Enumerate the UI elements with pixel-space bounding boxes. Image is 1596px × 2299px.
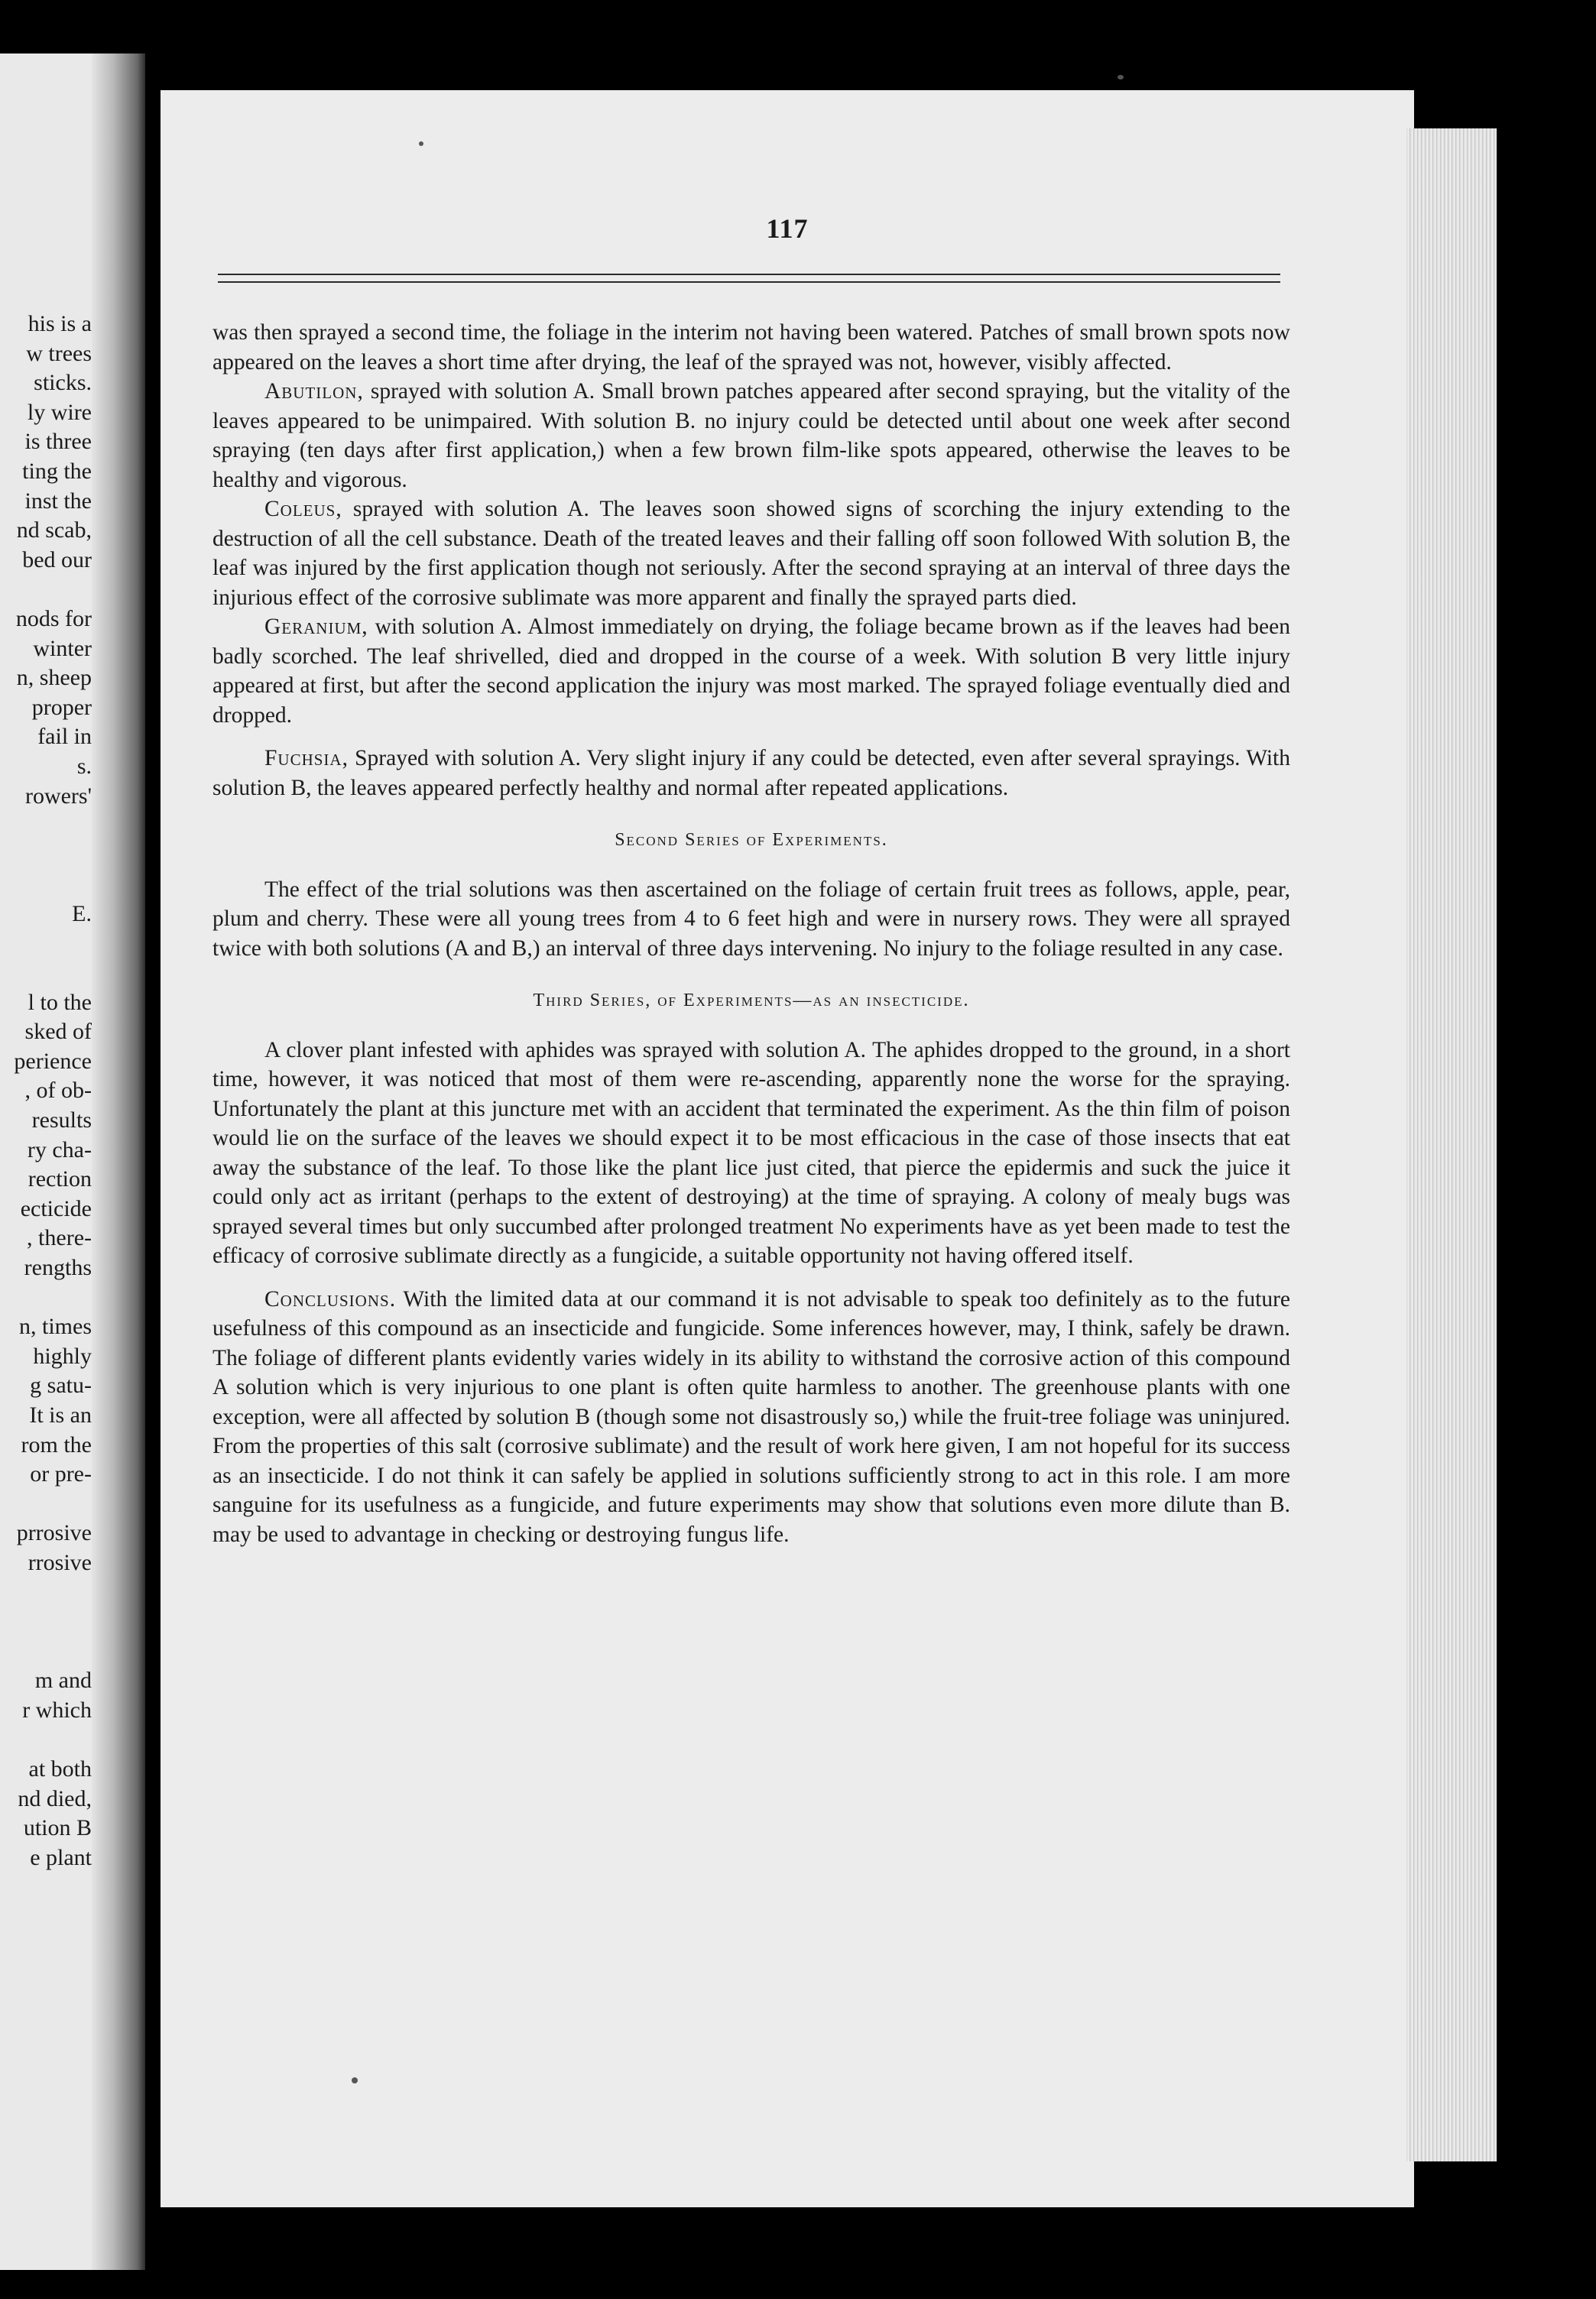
left-page-fragment: , there- — [27, 1225, 92, 1251]
paragraph-continuation: was then sprayed a second time, the foliage in the interim not having been watered. Patches of small brown spots now appeared on the leaves a short time after drying, the leaf of the sprayed was not, however, visibly affected. — [212, 320, 1290, 375]
left-page-fragment: s. — [76, 753, 92, 779]
left-page-fragment: his is a — [28, 311, 92, 336]
left-page-fragment: m and — [34, 1668, 92, 1694]
left-page-fragment — [14, 870, 92, 900]
left-page-fragment: rengths — [24, 1255, 92, 1280]
paragraph-third-series: A clover plant infested with aphides was sprayed with solution A. The aphides dropped to the ground, in a short time, however, it was noticed that most of them were re-ascending, apparently none the worse for the spraying. Unfortunately the plant at this juncture met with an accident that terminated the experiment. As the thin film of poison would lie on the surface of the leaves we should expect it to be most efficacious in the case of those insects that eat away the substance of the leaf. To those like the plant lice just cited, that pierce the epidermis and suck the juice it could only act as irritant (perhaps to the extent of destroying) at the time of spraying. A colony of mealy bugs was sprayed several times but only succumbed after prolonged treatment No experiments have as yet been made to test the efficacy of corrosive sublimate directly as a fungicide, a suitable opportunity not having offered itself. — [212, 1037, 1290, 1268]
left-page-fragment: sticks. — [34, 370, 92, 396]
left-page-fragment: It is an — [29, 1402, 92, 1428]
right-page — [161, 90, 1414, 2207]
left-page-fragment: e plant — [30, 1844, 92, 1870]
book-gutter — [92, 54, 145, 2270]
left-page-fragment: ting the — [22, 458, 92, 484]
print-speck — [1118, 75, 1124, 79]
left-page-fragment: fail in — [37, 724, 92, 750]
left-page-fragment: or pre- — [30, 1461, 92, 1487]
heading-second-series: Second Series of Experiments. — [615, 830, 888, 850]
page-number: 117 — [766, 213, 809, 244]
left-page-fragment: rrosive — [28, 1549, 92, 1575]
left-page-fragment — [14, 575, 92, 605]
left-page-fragment: bed our — [22, 546, 92, 572]
left-page-fragment: nods for — [15, 605, 92, 631]
header-rule-top — [218, 274, 1280, 275]
left-page-fragment: prrosive — [16, 1520, 92, 1546]
left-page-fragment: winter — [33, 635, 92, 661]
left-page-fragment: highly — [33, 1343, 92, 1369]
paragraph-fuchsia: Fuchsia, Sprayed with solution A. Very slight injury if any could be detected, even after several sprayings. With solution B, the leaves appeared perfectly healthy and normal after repeated applications. — [212, 746, 1290, 800]
paragraph-abutilon: Abutilon, sprayed with solution A. Small brown patches appeared after second spraying, but the vitality of the leaves appeared to be unimpaired. With solution B. no injury could be detected until about one week after second spraying (ten days after first application,) when a few brown film-like spots appeared, otherwise the leaves to be healthy and vigorous. — [212, 379, 1290, 492]
left-page-fragment: perience — [14, 1048, 92, 1074]
paragraph-second-series: The effect of the trial solutions was then ascertained on the foliage of certain fruit trees as follows, apple, pear, plum and cherry. These were all young trees from 4 to 6 feet high and were in nursery rows. They were all sprayed twice with both solutions (A and B,) an interval of three days intervening. No injury to the foliage resulted in any case. — [212, 877, 1290, 961]
left-page-fragment: ution B — [23, 1815, 92, 1841]
print-speck — [352, 2077, 358, 2083]
paragraph-coleus: Coleus, sprayed with solution A. The leaves soon showed signs of scorching the injury extending to the destruction of all the cell substance. Death of the treated leaves and their falling off soon followed With solution B, the leaf was injured by the first application though not seriously. After the second spraying at an interval of three days the injurious effect of the corrosive sublimate was more apparent and finally the sprayed parts died. — [212, 497, 1290, 610]
left-page-fragment: g satu- — [30, 1373, 92, 1399]
page-body — [212, 318, 1290, 1549]
left-page-fragment: nd died, — [18, 1785, 92, 1811]
left-page-fragment: ry cha- — [27, 1137, 92, 1162]
print-speck — [419, 141, 423, 146]
left-page-fragment: results — [31, 1107, 92, 1133]
left-page-fragment: nd scab, — [16, 517, 92, 543]
left-page-fragment: r which — [22, 1697, 92, 1723]
left-page-fragment: sked of — [24, 1019, 92, 1045]
left-page-fragment: rection — [28, 1166, 92, 1192]
page-edges — [1406, 128, 1497, 2161]
left-page-fragment: E. — [72, 900, 92, 926]
left-page-fragment — [14, 1283, 92, 1313]
left-page — [0, 54, 145, 2270]
left-page-fragment — [14, 1637, 92, 1667]
left-page-fragment: rowers' — [24, 783, 92, 809]
left-page-fragment — [14, 1578, 92, 1608]
left-page-fragment — [14, 958, 92, 988]
heading-third-series: Third Series, of Experiments—as an insecticide. — [533, 991, 970, 1010]
left-page-fragment: rom the — [21, 1432, 92, 1458]
left-page-fragment — [14, 1726, 92, 1756]
left-page-fragments — [14, 310, 92, 1873]
header-rule-bottom — [218, 281, 1280, 283]
left-page-fragment — [14, 811, 92, 841]
left-page-fragment: ly wire — [27, 399, 92, 425]
left-page-fragment — [14, 841, 92, 871]
left-page-fragment: n, sheep — [16, 665, 92, 691]
paragraph-conclusions: Conclusions. With the limited data at our command it is not advisable to speak too definitely as to the future usefulness of this compound as an insecticide and fungicide. Some inferences however, may, I think, safely be drawn. The foliage of different plants evidently varies widely in its ability to withstand the corrosive action of this compound A solution which is very injurious to one plant is often quite harmless to another. The greenhouse plants with one exception, were all affected by solution B (though some not disastrously so,) while the fruit-tree foliage was uninjured. From the properties of this salt (corrosive sublimate) and the result of work here given, I am not hopeful for its success as an insecticide. I do not think it can safely be applied in solutions sufficiently strong to act in this role. I am more sanguine for its usefulness as a fungicide, and future experiments may show that solutions even more dilute than B. may be used to advantage in checking or destroying fungus life. — [212, 1286, 1290, 1547]
left-page-fragment — [14, 1607, 92, 1637]
left-page-fragment: w trees — [26, 340, 92, 366]
left-page-fragment: ecticide — [20, 1195, 92, 1221]
left-page-fragment: inst the — [24, 488, 92, 514]
left-page-fragment: is three — [24, 429, 92, 455]
left-page-fragment: , of ob- — [24, 1078, 92, 1104]
paragraph-geranium: Geranium, with solution A. Almost immediately on drying, the foliage became brown as if the leaves had been badly scorched. The leaf shrivelled, died and dropped in the course of a week. With solution B very little injury appeared at first, but after the second application the injury was most marked. The sprayed foliage eventually died and dropped. — [212, 614, 1290, 728]
left-page-fragment: at both — [28, 1756, 92, 1782]
left-page-fragment: l to the — [28, 989, 92, 1015]
left-page-fragment — [14, 1490, 92, 1519]
left-page-fragment — [14, 929, 92, 958]
left-page-fragment: proper — [31, 694, 92, 720]
left-page-fragment: n, times — [19, 1314, 92, 1340]
